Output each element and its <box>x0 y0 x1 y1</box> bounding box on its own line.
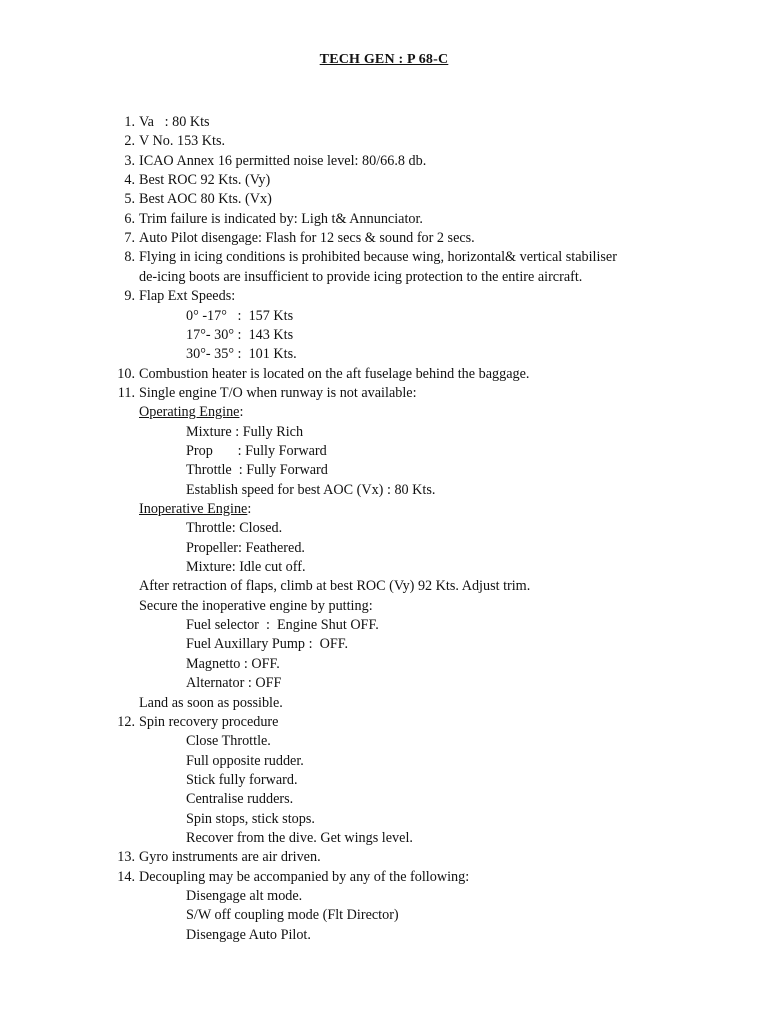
list-item-subline: 0° -17° : 157 Kts <box>186 307 294 324</box>
list-item-text: Combustion heater is located on the aft fuselage behind the baggage. <box>139 365 530 382</box>
list-item-subline <box>139 500 251 519</box>
list-item-subline: 17°- 30° : 143 Kts <box>186 326 294 343</box>
list-number: 6. <box>124 210 135 227</box>
list-item-subline: Prop : Fully Forward <box>186 442 327 459</box>
list-number: 11. <box>117 384 135 401</box>
list-item-subline: de-icing boots are insufficient to provide icing protection to the entire aircraft. <box>139 268 583 285</box>
list-item-text: Gyro instruments are air driven. <box>139 849 321 866</box>
list-number: 4. <box>124 172 135 189</box>
list-item-text: Trim failure is indicated by: Ligh t& Annunciator. <box>139 210 423 227</box>
list-item-text: Best ROC 92 Kts. (Vy) <box>139 172 271 189</box>
list-number: 2. <box>124 133 135 150</box>
section-heading: Inoperative Engine <box>139 501 248 517</box>
list-item-subline: After retraction of flaps, climb at best ROC (Vy) 92 Kts. Adjust trim. <box>139 578 531 595</box>
list-item-text: Single engine T/O when runway is not available: <box>139 384 417 401</box>
list-item-subline: S/W off coupling mode (Flt Director) <box>186 907 399 924</box>
list-item-subline <box>139 403 243 422</box>
page-title: TECH GEN : P 68-C <box>319 52 449 67</box>
list-item-subline: Propeller: Feathered. <box>186 539 305 556</box>
list-number: 9. <box>124 288 135 305</box>
list-item-subline: Alternator : OFF <box>186 675 282 692</box>
list-item-subline: 30°- 35° : 101 Kts. <box>186 346 297 363</box>
list-item-text: Auto Pilot disengage: Flash for 12 secs & sound for 2 secs. <box>139 230 475 247</box>
list-number: 12. <box>117 713 135 730</box>
list-item-subline: Mixture: Idle cut off. <box>186 559 306 576</box>
list-item-text: V No. 153 Kts. <box>139 133 226 150</box>
list-item-text: Flying in icing conditions is prohibited because wing, horizontal& vertical stabiliser <box>139 249 617 266</box>
section-heading: Operating Engine <box>139 404 240 421</box>
list-item-subline: Spin stops, stick stops. <box>186 810 315 827</box>
heading-suffix: : <box>247 501 252 517</box>
list-item-text: ICAO Annex 16 permitted noise level: 80/66.8 db. <box>139 152 427 169</box>
list-item-subline: Close Throttle. <box>186 733 271 750</box>
list-item-subline: Disengage Auto Pilot. <box>186 926 311 943</box>
list-item-subline: Throttle : Fully Forward <box>186 462 328 479</box>
list-item-subline: Mixture : Fully Rich <box>186 423 304 440</box>
list-item-text: Decoupling may be accompanied by any of the following: <box>139 868 470 885</box>
heading-suffix: : <box>239 404 244 421</box>
list-item-subline: Full opposite rudder. <box>186 752 304 769</box>
list-item-subline: Centralise rudders. <box>186 791 294 808</box>
list-number: 5. <box>124 191 135 208</box>
list-number: 3. <box>124 152 135 169</box>
list-item-subline: Disengage alt mode. <box>186 888 303 904</box>
list-item-subline: Secure the inoperative engine by putting: <box>139 597 373 614</box>
list-item-text: Spin recovery procedure <box>139 713 279 730</box>
list-item-subline: Stick fully forward. <box>186 771 298 788</box>
list-item-subline: Throttle: Closed. <box>186 520 283 537</box>
list-item-text: Flap Ext Speeds: <box>139 288 236 305</box>
list-number: 1. <box>124 114 135 130</box>
list-item-subline: Land as soon as possible. <box>139 694 283 711</box>
list-item-subline: Establish speed for best AOC (Vx) : 80 Kts. <box>186 481 436 498</box>
list-number: 8. <box>124 249 135 266</box>
list-item-subline: Recover from the dive. Get wings level. <box>186 829 413 846</box>
list-number: 13. <box>117 849 135 866</box>
list-item-text: Best AOC 80 Kts. (Vx) <box>139 191 272 208</box>
list-number: 14. <box>117 868 135 885</box>
list-number: 7. <box>124 230 135 247</box>
list-number: 10. <box>117 365 135 382</box>
list-item-text: Va : 80 Kts <box>139 114 210 130</box>
list-item-subline: Magnetto : OFF. <box>186 655 280 672</box>
list-item-subline: Fuel Auxillary Pump : OFF. <box>186 636 349 653</box>
list-item-subline: Fuel selector : Engine Shut OFF. <box>186 617 379 634</box>
